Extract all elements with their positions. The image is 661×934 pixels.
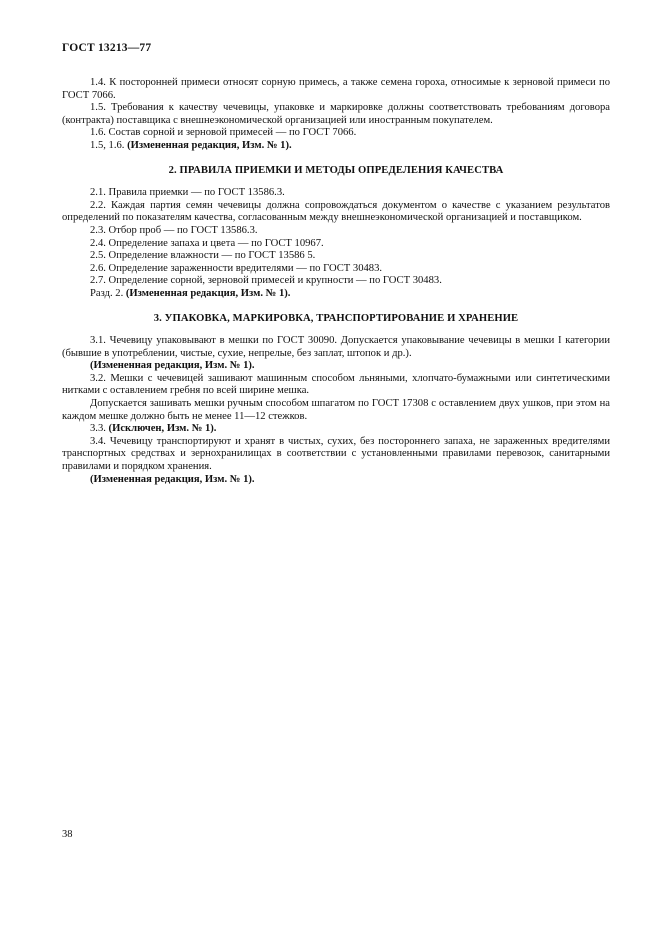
amendment-note-1-5-1-6 bbox=[62, 140, 610, 153]
paragraph-2-7: 2.7. Определение сорной, зерновой примесей и крупности — по ГОСТ 30483. bbox=[90, 275, 442, 287]
document-header: ГОСТ 13213—77 bbox=[62, 42, 152, 54]
paragraph-2-1: 2.1. Правила приемки — по ГОСТ 13586.3. bbox=[90, 187, 285, 199]
paragraph-3-2: 3.2. Мешки с чечевицей зашивают машинным способом льняными, хлопчато-бумажными или синтетическими нитками с оставлением гребня по всей ширине мешка. bbox=[62, 372, 610, 397]
section-2-title: 2. ПРАВИЛА ПРИЕМКИ И МЕТОДЫ ОПРЕДЕЛЕНИЯ КАЧЕСТВА bbox=[168, 164, 504, 176]
paragraph-1-6: 1.6. Состав сорной и зерновой примесей — по ГОСТ 7066. bbox=[90, 127, 357, 139]
paragraph-2-4: 2.4. Определение запаха и цвета — по ГОСТ 10967. bbox=[90, 237, 324, 249]
amendment-text: (Измененная редакция, Изм. № 1). bbox=[125, 287, 291, 299]
paragraph-3-4: 3.4. Чечевицу транспортируют и хранят в чистых, сухих, без постороннего запаха, не зараженных вредителями транспортных средствах и зернохранилищах в соответствии с установленными правилами перевозок, санитарными правилами и порядком хранения. bbox=[62, 435, 610, 473]
paragraph-2-3: 2.3. Отбор проб — по ГОСТ 13586.3. bbox=[90, 224, 258, 236]
amendment-note-3-1 bbox=[62, 360, 610, 373]
paragraph-1-4: 1.4. К посторонней примеси относят сорную примесь, а также семена гороха, относимые к зерновой примеси по ГОСТ 7066. bbox=[62, 77, 610, 101]
paragraph-3-3 bbox=[62, 423, 610, 436]
section-3-title: 3. УПАКОВКА, МАРКИРОВКА, ТРАНСПОРТИРОВАНИЕ И ХРАНЕНИЕ bbox=[153, 312, 519, 324]
amendment-prefix: 1.5, 1.6. bbox=[90, 139, 128, 151]
paragraph-2-5: 2.5. Определение влажности — по ГОСТ 13586 5. bbox=[90, 250, 316, 262]
paragraph-prefix: 3.3. bbox=[90, 423, 109, 435]
paragraph-2-2: 2.2. Каждая партия семян чечевицы должна сопровождаться документом о качестве с указанием результатов определений по показателям качества, согласованным между внешнеэкономической организацией и поставщиком. bbox=[62, 199, 610, 224]
page-number: 38 bbox=[62, 829, 73, 840]
amendment-text: (Измененная редакция, Изм. № 1). bbox=[90, 473, 255, 485]
amendment-text: (Измененная редакция, Изм. № 1). bbox=[90, 360, 255, 372]
amendment-note-section-2 bbox=[62, 288, 610, 301]
amendment-text: (Измененная редакция, Изм. № 1). bbox=[127, 139, 292, 151]
paragraph-3-2-continued: Допускается зашивать мешки ручным способом шпагатом по ГОСТ 17308 с оставлением двух ушков, при этом на каждом мешке должно быть не менее 11—12 стежков. bbox=[62, 398, 610, 422]
paragraph-3-1: 3.1. Чечевицу упаковывают в мешки по ГОСТ 30090. Допускается упаковывание чечевицы в мешки I категории (бывшие в употреблении, чистые, сухие, непрелые, без заплат, штопок и др.). bbox=[62, 335, 610, 359]
amendment-note-3-4 bbox=[62, 474, 610, 487]
paragraph-1-5: 1.5. Требования к качеству чечевицы, упаковке и маркировке должны соответствовать требованиям договора (контракта) поставщика с внешнеэкономической организацией или иностранным покупателем. bbox=[62, 102, 610, 126]
paragraph-2-6: 2.6. Определение зараженности вредителями — по ГОСТ 30483. bbox=[90, 262, 383, 274]
document-body bbox=[62, 77, 610, 486]
excluded-note: (Исключен, Изм. № 1). bbox=[108, 423, 217, 435]
amendment-prefix: Разд. 2. bbox=[90, 287, 126, 299]
